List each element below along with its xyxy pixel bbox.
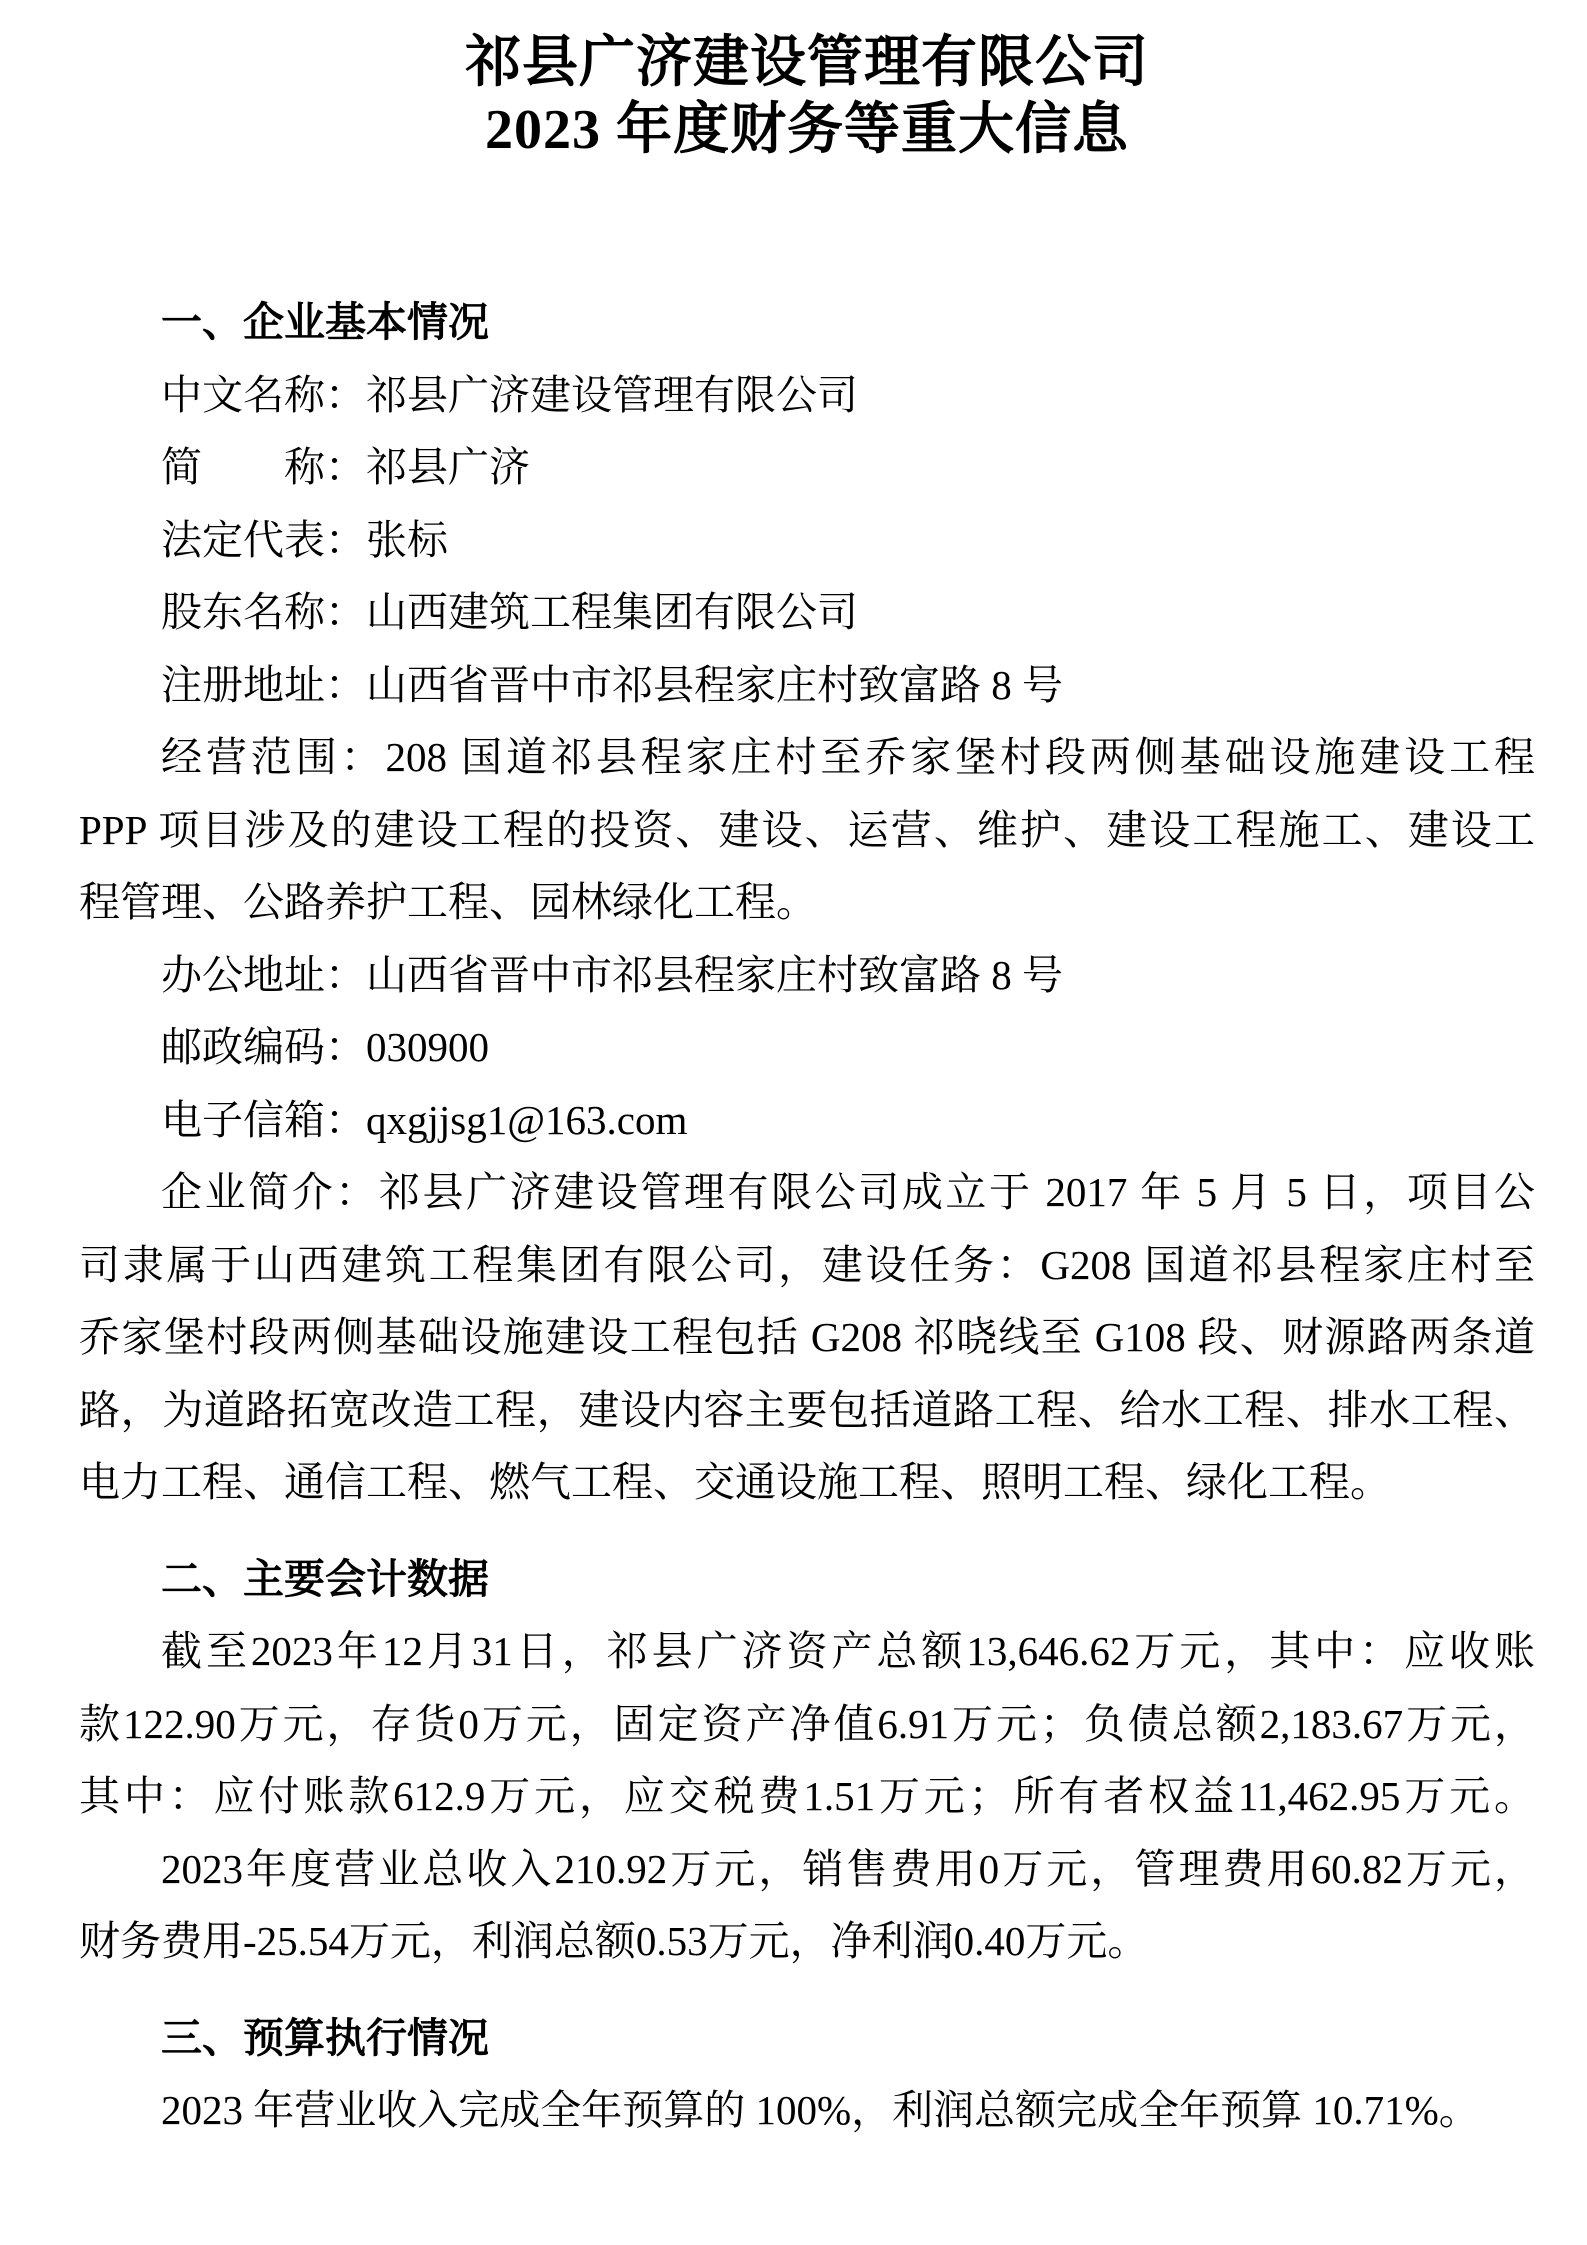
field-business-scope-line-2: PPP 项目涉及的建设工程的投资、建设、运营、维护、建设工程施工、建设工 (79, 806, 1535, 853)
document-title-line-1: 祁县广济建设管理有限公司 (465, 32, 1149, 94)
document-title (79, 30, 1535, 164)
document-title-line-2: 2023 年度财务等重大信息 (485, 99, 1129, 161)
section-accounting-data-heading: 二、主要会计数据 (161, 1555, 489, 1602)
accounting-data-line-1: 截至2023年12月31日，祁县广济资产总额13,646.62万元，其中：应收账 (161, 1628, 1535, 1674)
document-body (79, 286, 1535, 2147)
field-shareholder-name: 股东名称：山西建筑工程集团有限公司 (161, 589, 858, 635)
section-accounting-data (79, 1543, 1535, 1978)
field-short-name: 简 称：祁县广济 (161, 444, 530, 490)
section-basic-info-heading: 一、企业基本情况 (161, 299, 489, 345)
field-business-scope-line-1: 经营范围：208 国道祁县程家庄村至乔家堡村段两侧基础设施建设工程 (161, 734, 1535, 780)
accounting-data-line-3: 其中：应付账款612.9万元，应交税费1.51万元；所有者权益11,462.95万元。 (79, 1773, 1535, 1819)
budget-execution-line-1: 2023 年营业收入完成全年预算的 100%，利润总额完成全年预算 10.71%。 (161, 2087, 1480, 2133)
company-profile-line-1: 企业简介：祁县广济建设管理有限公司成立于 2017 年 5 月 5 日，项目公 (161, 1169, 1535, 1215)
field-legal-representative: 法定代表：张标 (161, 516, 448, 563)
section-budget-execution (79, 2002, 1535, 2147)
field-postal-code: 邮政编码：030900 (161, 1024, 489, 1070)
field-business-scope-line-3: 程管理、公路养护工程、园林绿化工程。 (79, 879, 817, 925)
field-chinese-name: 中文名称：祁县广济建设管理有限公司 (161, 371, 858, 418)
accounting-data-line-2: 款122.90万元，存货0万元，固定资产净值6.91万元；负债总额2,183.67万元， (79, 1700, 1535, 1747)
section-budget-execution-heading: 三、预算执行情况 (161, 2014, 489, 2061)
section-basic-info (79, 286, 1535, 1519)
company-profile-line-4: 路，为道路拓宽改造工程，建设内容主要包括道路工程、给水工程、排水工程、 (79, 1386, 1535, 1433)
accounting-data-line-4: 2023年度营业总收入210.92万元，销售费用0万元，管理费用60.82万元， (161, 1845, 1535, 1892)
company-profile-line-5: 电力工程、通信工程、燃气工程、交通设施工程、照明工程、绿化工程。 (79, 1459, 1391, 1505)
accounting-data-line-5: 财务费用-25.54万元，利润总额0.53万元，净利润0.40万元。 (79, 1918, 1149, 1964)
field-office-address: 办公地址：山西省晋中市祁县程家庄村致富路 8 号 (161, 951, 1063, 998)
field-email: 电子信箱：qxgjjsg1@163.com (161, 1096, 688, 1143)
company-profile-line-3: 乔家堡村段两侧基础设施建设工程包括 G208 祁晓线至 G108 段、财源路两条道 (79, 1314, 1535, 1360)
field-registered-address: 注册地址：山西省晋中市祁县程家庄村致富路 8 号 (161, 661, 1063, 708)
company-profile-line-2: 司隶属于山西建筑工程集团有限公司，建设任务：G208 国道祁县程家庄村至 (79, 1241, 1535, 1288)
